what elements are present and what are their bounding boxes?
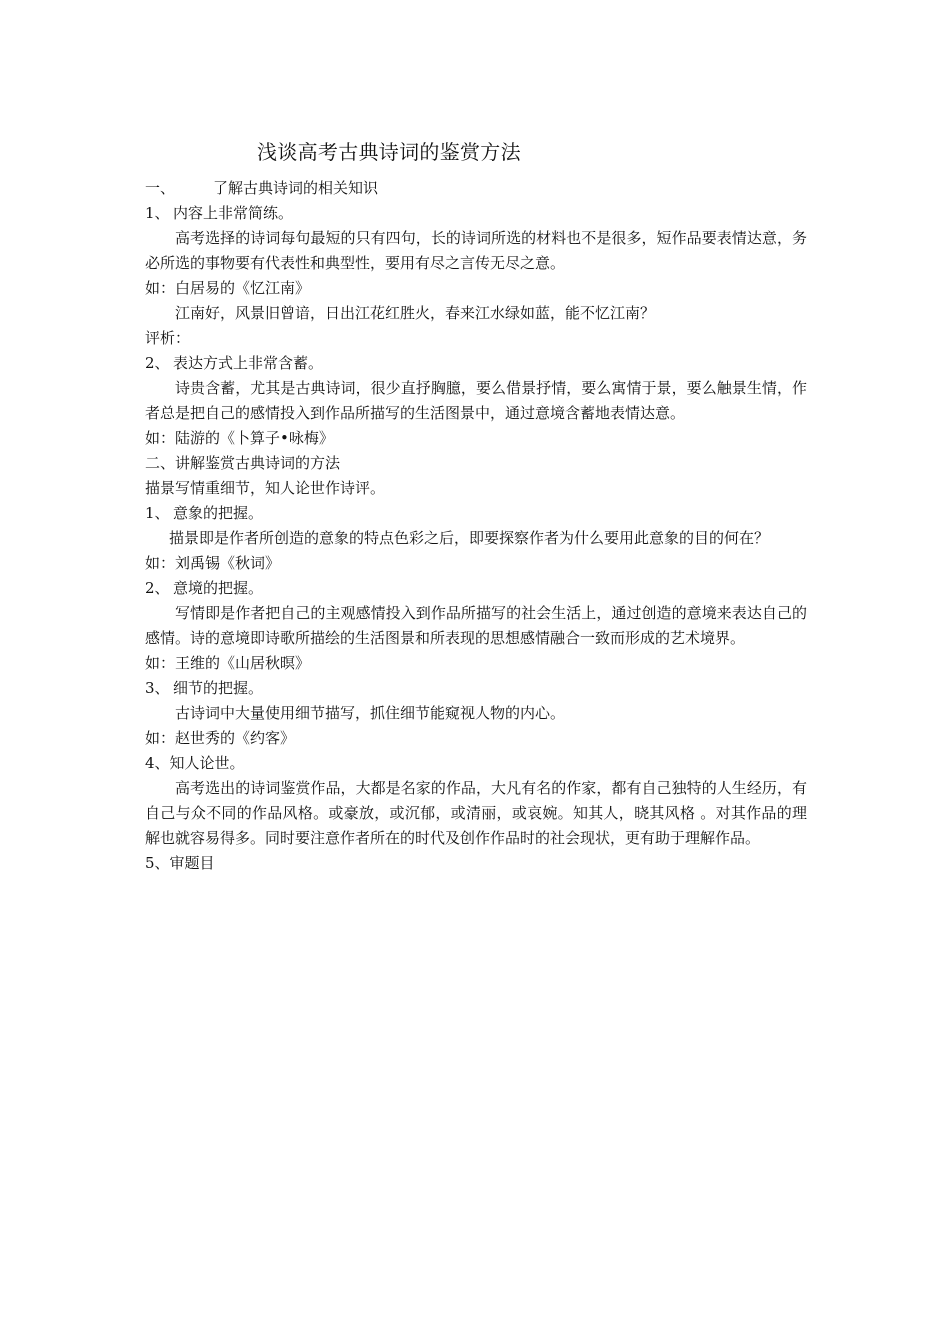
example-yi-jiang-nan: 如：白居易的《忆江南》 [145, 279, 311, 297]
comment-label: 评析： [145, 329, 191, 347]
section-heading-one [145, 176, 807, 201]
list-item-content-concise [145, 201, 807, 226]
item-number: 1、 [145, 204, 170, 222]
example-yue-ke: 如：赵世秀的《约客》 [145, 729, 296, 747]
item-number: 2、 [145, 354, 170, 372]
paragraph-artistic-conception: 写情即是作者把自己的主观感情投入到作品所描写的社会生活上，通过创造的意境来表达自己的感情。诗的意境即诗歌所描绘的生活图景和所表现的思想感情融合一致而形成的艺术境界。 [145, 604, 807, 647]
example-qiu-ci: 如：刘禹锡《秋词》 [145, 554, 281, 572]
document-body [145, 176, 807, 876]
item-text: 意境的把握。 [173, 579, 264, 597]
section-number: 一、 [145, 179, 176, 197]
paragraph-know-author: 高考选出的诗词鉴赏作品，大都是名家的作品，大凡有名的作家，都有自己独特的人生经历，有自己与众不同的作品风格。或豪放，或沉郁，或清丽，或哀婉。知其人，晓其风格 。对其作品的理解也就容易得多。同时要注意作者所在的时代及创作作品时的社会现状，更有助于理解作品。 [145, 779, 807, 847]
method-item-artistic-conception [145, 576, 807, 601]
item-text: 表达方式上非常含蓄。 [173, 354, 324, 372]
paragraph-imagery: 描景即是作者所创造的意象的特点色彩之后，即要探察作者为什么要用此意象的目的何在？ [169, 529, 770, 547]
section-heading-text: 了解古典诗词的相关知识 [213, 179, 379, 197]
item-text: 意象的把握。 [173, 504, 264, 522]
list-item-implicit-expression [145, 351, 807, 376]
item-number: 1、 [145, 504, 170, 522]
method-item-imagery [145, 501, 807, 526]
method-item-details [145, 676, 807, 701]
item-text: 内容上非常简练。 [173, 204, 294, 222]
section-heading-two: 二、讲解鉴赏古典诗词的方法 [145, 454, 341, 472]
item-text: 细节的把握。 [173, 679, 264, 697]
poem-quote: 江南好，风景旧曾谙，日出江花红胜火，春来江水绿如蓝，能不忆江南？ [175, 304, 656, 322]
item-number: 2、 [145, 579, 170, 597]
method-item-know-author: 4、知人论世。 [145, 754, 245, 772]
paragraph-implicit: 诗贵含蓄，尤其是古典诗词，很少直抒胸臆，要么借景抒情，要么寓情于景，要么触景生情，作者总是把自己的感情投入到作品所描写的生活图景中，通过意境含蓄地表情达意。 [145, 379, 807, 422]
document-title: 浅谈高考古典诗词的鉴赏方法 [257, 140, 521, 164]
example-shan-ju-qiu-ming: 如：王维的《山居秋暝》 [145, 654, 311, 672]
paragraph-details: 古诗词中大量使用细节描写，抓住细节能窥视人物的内心。 [175, 704, 566, 722]
paragraph-concise: 高考选择的诗词每句最短的只有四句，长的诗词所选的材料也不是很多，短作品要表情达意，务必所选的事物要有代表性和典型性，要用有尽之言传无尽之意。 [145, 229, 807, 272]
method-summary: 描景写情重细节，知人论世作诗评。 [145, 479, 386, 497]
item-number: 3、 [145, 679, 170, 697]
example-bu-suan-zi: 如：陆游的《卜算子•咏梅》 [145, 429, 334, 447]
method-item-read-title: 5、审题目 [145, 854, 215, 872]
